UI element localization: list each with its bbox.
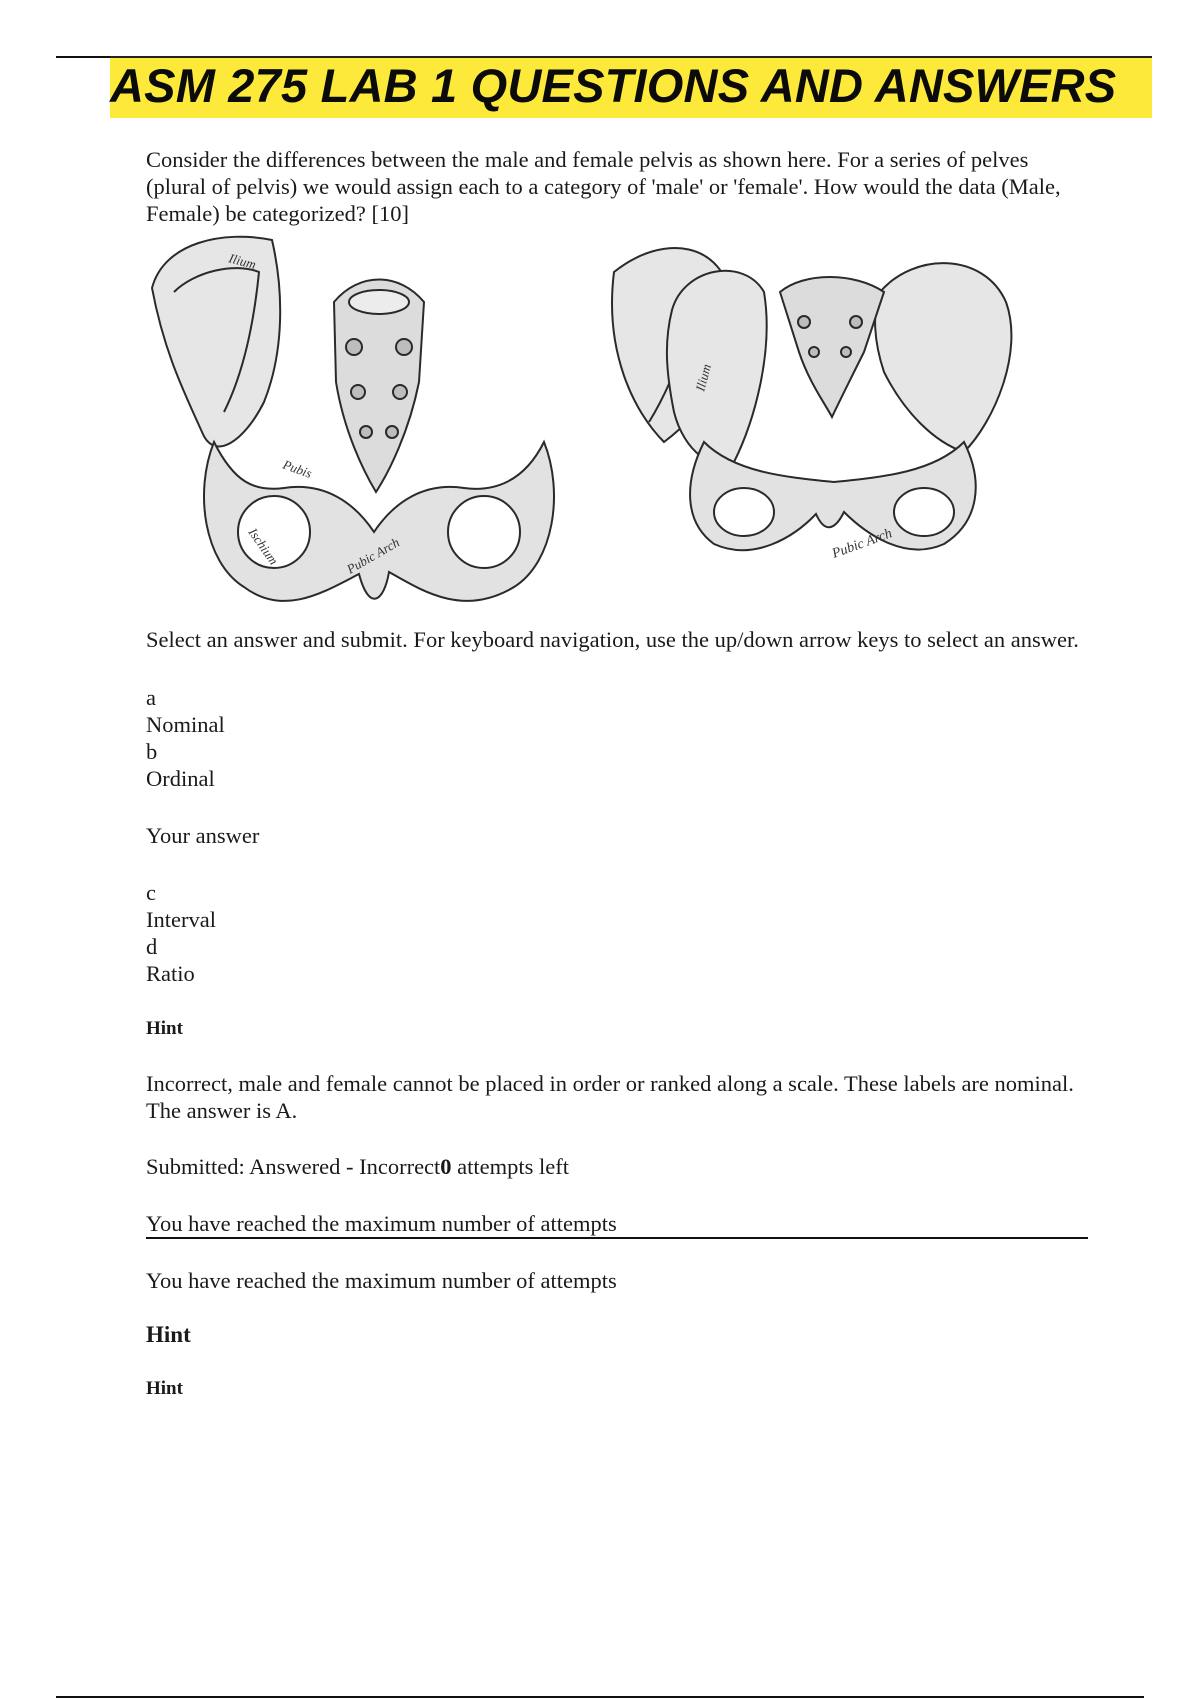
feedback-text: Incorrect, male and female cannot be placed in order or ranked along a scale. These labels are nominal. The answer is A.: [146, 1071, 1074, 1123]
option-b-label[interactable]: Ordinal: [146, 766, 215, 791]
male-arch-label: Pubic Arch: [344, 534, 402, 577]
max-attempts-message-1: You have reached the maximum number of attempts: [146, 1211, 1088, 1239]
submission-status: [146, 1154, 569, 1180]
top-left-rule: [56, 56, 112, 58]
male-ischium-label: Ischium: [245, 525, 282, 568]
attempts-suffix: attempts left: [451, 1154, 570, 1179]
option-a-letter[interactable]: a: [146, 685, 156, 710]
option-b-letter[interactable]: b: [146, 739, 158, 764]
answer-instructions: Select an answer and submit. For keyboard navigation, use the up/down arrow keys to select an answer.: [146, 627, 1079, 652]
option-c-label[interactable]: Interval: [146, 907, 216, 932]
max-attempts-message-2: You have reached the maximum number of attempts: [146, 1268, 617, 1293]
female-ilium-label: Ilium: [692, 362, 715, 393]
hint-heading[interactable]: Hint: [146, 1322, 191, 1347]
male-pubis-label: Pubis: [280, 456, 314, 481]
bottom-rule: [56, 1696, 1144, 1698]
male-pelvis-drawing: [152, 237, 733, 601]
submission-status-text: Submitted: Answered - Incorrect: [146, 1154, 441, 1179]
question-text: Consider the differences between the male and female pelvis as shown here. For a series of pelves (plural of pelvis) we would assign each to a category of 'male' or 'female'. How would the data (Male, Female) be categorized? [10]: [146, 147, 1061, 226]
option-a-label[interactable]: Nominal: [146, 712, 225, 737]
female-pelvis-drawing: [667, 263, 1012, 550]
option-c-letter[interactable]: c: [146, 880, 156, 905]
option-d-letter[interactable]: d: [146, 934, 158, 959]
pelvis-illustration: [144, 232, 1092, 624]
female-arch-label: Pubic Arch: [830, 526, 895, 562]
page-title: ASM 275 LAB 1 QUESTIONS AND ANSWERS: [110, 59, 1117, 112]
hint-link-1[interactable]: Hint: [146, 1018, 183, 1039]
your-answer-label: Your answer: [146, 823, 260, 848]
male-ilium-label: Ilium: [227, 250, 258, 273]
option-d-label[interactable]: Ratio: [146, 961, 195, 986]
attempts-count: 0: [440, 1154, 452, 1179]
hint-link-2[interactable]: Hint: [146, 1378, 183, 1399]
